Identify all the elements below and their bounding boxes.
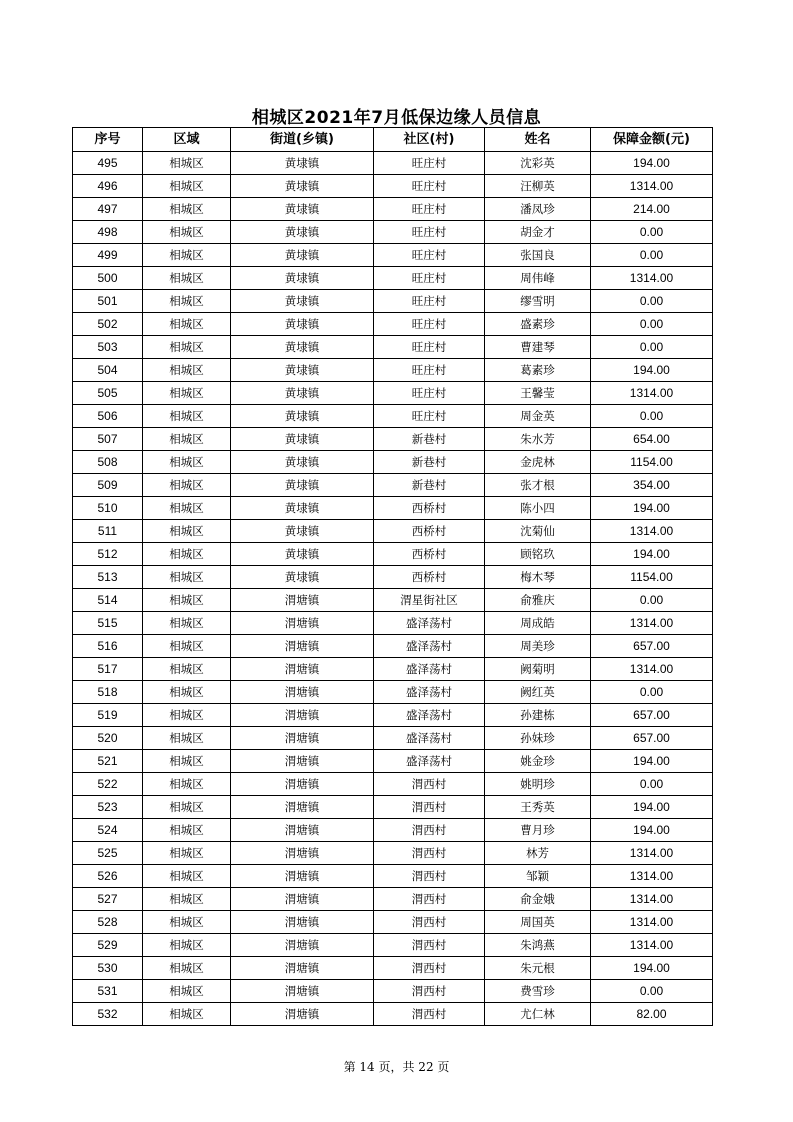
cell-community: 渭西村 — [374, 980, 485, 1003]
cell-seq: 500 — [73, 267, 143, 290]
cell-community: 旺庄村 — [374, 290, 485, 313]
cell-amount: 1314.00 — [591, 175, 713, 198]
cell-region: 相城区 — [143, 635, 231, 658]
cell-street: 黄埭镇 — [231, 520, 374, 543]
cell-community: 渭西村 — [374, 957, 485, 980]
cell-community: 渭西村 — [374, 888, 485, 911]
cell-region: 相城区 — [143, 566, 231, 589]
table-row — [73, 1003, 713, 1026]
cell-region: 相城区 — [143, 244, 231, 267]
cell-region: 相城区 — [143, 1003, 231, 1026]
cell-seq: 505 — [73, 382, 143, 405]
cell-name: 孙建栋 — [485, 704, 591, 727]
cell-seq: 520 — [73, 727, 143, 750]
cell-community: 西桥村 — [374, 543, 485, 566]
table-row — [73, 842, 713, 865]
cell-amount: 1314.00 — [591, 865, 713, 888]
cell-region: 相城区 — [143, 957, 231, 980]
cell-community: 西桥村 — [374, 497, 485, 520]
table-row — [73, 635, 713, 658]
cell-community: 西桥村 — [374, 566, 485, 589]
cell-community: 旺庄村 — [374, 198, 485, 221]
table-row — [73, 221, 713, 244]
cell-region: 相城区 — [143, 520, 231, 543]
cell-amount: 1314.00 — [591, 520, 713, 543]
cell-community: 盛泽荡村 — [374, 612, 485, 635]
cell-region: 相城区 — [143, 382, 231, 405]
cell-name: 林芳 — [485, 842, 591, 865]
table-row — [73, 796, 713, 819]
cell-seq: 511 — [73, 520, 143, 543]
table-row — [73, 865, 713, 888]
cell-name: 朱元根 — [485, 957, 591, 980]
cell-region: 相城区 — [143, 359, 231, 382]
cell-amount: 654.00 — [591, 428, 713, 451]
cell-street: 黄埭镇 — [231, 336, 374, 359]
cell-region: 相城区 — [143, 451, 231, 474]
cell-region: 相城区 — [143, 175, 231, 198]
table-row — [73, 543, 713, 566]
table-row — [73, 773, 713, 796]
cell-amount: 214.00 — [591, 198, 713, 221]
cell-region: 相城区 — [143, 750, 231, 773]
cell-name: 张国良 — [485, 244, 591, 267]
cell-community: 旺庄村 — [374, 382, 485, 405]
cell-region: 相城区 — [143, 267, 231, 290]
cell-community: 渭西村 — [374, 842, 485, 865]
cell-region: 相城区 — [143, 819, 231, 842]
cell-street: 黄埭镇 — [231, 175, 374, 198]
cell-name: 汪柳英 — [485, 175, 591, 198]
header-name: 姓名 — [485, 128, 591, 152]
cell-community: 盛泽荡村 — [374, 750, 485, 773]
cell-amount: 194.00 — [591, 796, 713, 819]
cell-name: 沈菊仙 — [485, 520, 591, 543]
cell-street: 渭塘镇 — [231, 796, 374, 819]
cell-street: 渭塘镇 — [231, 911, 374, 934]
header-community: 社区(村) — [374, 128, 485, 152]
cell-region: 相城区 — [143, 405, 231, 428]
cell-street: 渭塘镇 — [231, 980, 374, 1003]
header-seq: 序号 — [73, 128, 143, 152]
table-row — [73, 152, 713, 175]
cell-amount: 1314.00 — [591, 267, 713, 290]
cell-amount: 0.00 — [591, 681, 713, 704]
cell-seq: 529 — [73, 934, 143, 957]
cell-name: 朱水芳 — [485, 428, 591, 451]
cell-name: 王馨莹 — [485, 382, 591, 405]
cell-community: 渭西村 — [374, 934, 485, 957]
cell-seq: 495 — [73, 152, 143, 175]
cell-seq: 514 — [73, 589, 143, 612]
cell-street: 渭塘镇 — [231, 1003, 374, 1026]
cell-street: 渭塘镇 — [231, 750, 374, 773]
cell-name: 张才根 — [485, 474, 591, 497]
cell-community: 西桥村 — [374, 520, 485, 543]
cell-community: 新巷村 — [374, 428, 485, 451]
table-row — [73, 750, 713, 773]
cell-name: 周金英 — [485, 405, 591, 428]
cell-region: 相城区 — [143, 474, 231, 497]
cell-street: 黄埭镇 — [231, 359, 374, 382]
cell-name: 葛素珍 — [485, 359, 591, 382]
table-row — [73, 819, 713, 842]
cell-region: 相城区 — [143, 681, 231, 704]
cell-name: 邹颖 — [485, 865, 591, 888]
cell-name: 周成皓 — [485, 612, 591, 635]
table-row — [73, 290, 713, 313]
cell-seq: 527 — [73, 888, 143, 911]
cell-seq: 497 — [73, 198, 143, 221]
cell-amount: 0.00 — [591, 244, 713, 267]
cell-amount: 657.00 — [591, 635, 713, 658]
cell-street: 渭塘镇 — [231, 635, 374, 658]
cell-region: 相城区 — [143, 796, 231, 819]
data-table — [72, 127, 713, 1026]
cell-amount: 194.00 — [591, 819, 713, 842]
cell-seq: 513 — [73, 566, 143, 589]
cell-region: 相城区 — [143, 911, 231, 934]
cell-name: 姚明珍 — [485, 773, 591, 796]
cell-street: 黄埭镇 — [231, 313, 374, 336]
cell-region: 相城区 — [143, 934, 231, 957]
cell-street: 渭塘镇 — [231, 842, 374, 865]
cell-community: 新巷村 — [374, 451, 485, 474]
cell-seq: 498 — [73, 221, 143, 244]
table-row — [73, 980, 713, 1003]
cell-amount: 354.00 — [591, 474, 713, 497]
cell-seq: 532 — [73, 1003, 143, 1026]
cell-street: 渭塘镇 — [231, 727, 374, 750]
cell-seq: 502 — [73, 313, 143, 336]
cell-name: 孙妹珍 — [485, 727, 591, 750]
cell-seq: 516 — [73, 635, 143, 658]
cell-seq: 528 — [73, 911, 143, 934]
cell-seq: 507 — [73, 428, 143, 451]
cell-seq: 523 — [73, 796, 143, 819]
cell-amount: 1314.00 — [591, 658, 713, 681]
cell-amount: 0.00 — [591, 773, 713, 796]
cell-name: 盛素珍 — [485, 313, 591, 336]
cell-street: 渭塘镇 — [231, 865, 374, 888]
cell-region: 相城区 — [143, 888, 231, 911]
cell-name: 阙红英 — [485, 681, 591, 704]
cell-name: 梅木琴 — [485, 566, 591, 589]
header-street: 街道(乡镇) — [231, 128, 374, 152]
table-row — [73, 612, 713, 635]
cell-amount: 1314.00 — [591, 382, 713, 405]
table-row — [73, 497, 713, 520]
cell-name: 胡金才 — [485, 221, 591, 244]
cell-region: 相城区 — [143, 497, 231, 520]
table-row — [73, 888, 713, 911]
cell-street: 渭塘镇 — [231, 819, 374, 842]
cell-amount: 1154.00 — [591, 566, 713, 589]
cell-seq: 522 — [73, 773, 143, 796]
cell-seq: 530 — [73, 957, 143, 980]
page-footer: 第 14 页，共 22 页 — [343, 1060, 450, 1074]
table-row — [73, 405, 713, 428]
cell-region: 相城区 — [143, 658, 231, 681]
cell-amount: 194.00 — [591, 152, 713, 175]
cell-street: 黄埭镇 — [231, 566, 374, 589]
table-row — [73, 198, 713, 221]
cell-amount: 1314.00 — [591, 842, 713, 865]
cell-name: 沈彩英 — [485, 152, 591, 175]
cell-street: 黄埭镇 — [231, 474, 374, 497]
table-row — [73, 911, 713, 934]
cell-region: 相城区 — [143, 290, 231, 313]
cell-community: 旺庄村 — [374, 267, 485, 290]
cell-street: 黄埭镇 — [231, 152, 374, 175]
cell-amount: 1314.00 — [591, 612, 713, 635]
table-row — [73, 313, 713, 336]
cell-region: 相城区 — [143, 842, 231, 865]
cell-name: 曹月珍 — [485, 819, 591, 842]
cell-name: 金虎林 — [485, 451, 591, 474]
cell-amount: 194.00 — [591, 750, 713, 773]
cell-seq: 518 — [73, 681, 143, 704]
cell-community: 旺庄村 — [374, 221, 485, 244]
cell-street: 渭塘镇 — [231, 957, 374, 980]
cell-name: 俞金娥 — [485, 888, 591, 911]
cell-community: 渭西村 — [374, 819, 485, 842]
cell-amount: 0.00 — [591, 336, 713, 359]
cell-amount: 657.00 — [591, 727, 713, 750]
table-row — [73, 428, 713, 451]
cell-seq: 496 — [73, 175, 143, 198]
cell-community: 渭西村 — [374, 796, 485, 819]
cell-amount: 194.00 — [591, 497, 713, 520]
table-row — [73, 957, 713, 980]
cell-region: 相城区 — [143, 773, 231, 796]
cell-amount: 1314.00 — [591, 888, 713, 911]
table-row — [73, 704, 713, 727]
cell-community: 盛泽荡村 — [374, 658, 485, 681]
cell-street: 黄埭镇 — [231, 451, 374, 474]
cell-street: 渭塘镇 — [231, 934, 374, 957]
cell-street: 渭塘镇 — [231, 704, 374, 727]
cell-street: 黄埭镇 — [231, 244, 374, 267]
cell-name: 俞雅庆 — [485, 589, 591, 612]
cell-community: 渭西村 — [374, 865, 485, 888]
cell-amount: 1314.00 — [591, 911, 713, 934]
cell-community: 旺庄村 — [374, 175, 485, 198]
cell-community: 旺庄村 — [374, 405, 485, 428]
cell-name: 费雪珍 — [485, 980, 591, 1003]
cell-seq: 506 — [73, 405, 143, 428]
cell-community: 渭星街社区 — [374, 589, 485, 612]
cell-community: 旺庄村 — [374, 152, 485, 175]
cell-name: 潘凤珍 — [485, 198, 591, 221]
cell-seq: 508 — [73, 451, 143, 474]
table-row — [73, 359, 713, 382]
cell-street: 黄埭镇 — [231, 428, 374, 451]
header-amount: 保障金额(元) — [591, 128, 713, 152]
cell-amount: 0.00 — [591, 313, 713, 336]
cell-region: 相城区 — [143, 589, 231, 612]
table-row — [73, 382, 713, 405]
cell-seq: 501 — [73, 290, 143, 313]
cell-seq: 510 — [73, 497, 143, 520]
cell-amount: 0.00 — [591, 221, 713, 244]
cell-name: 朱鸿燕 — [485, 934, 591, 957]
table-row — [73, 474, 713, 497]
cell-region: 相城区 — [143, 865, 231, 888]
table-row — [73, 727, 713, 750]
cell-amount: 82.00 — [591, 1003, 713, 1026]
cell-seq: 519 — [73, 704, 143, 727]
cell-seq: 509 — [73, 474, 143, 497]
cell-name: 王秀英 — [485, 796, 591, 819]
cell-street: 渭塘镇 — [231, 681, 374, 704]
cell-street: 渭塘镇 — [231, 773, 374, 796]
cell-seq: 515 — [73, 612, 143, 635]
cell-region: 相城区 — [143, 336, 231, 359]
cell-seq: 499 — [73, 244, 143, 267]
table-row — [73, 175, 713, 198]
table-row — [73, 244, 713, 267]
cell-amount: 0.00 — [591, 405, 713, 428]
cell-street: 渭塘镇 — [231, 589, 374, 612]
cell-street: 黄埭镇 — [231, 290, 374, 313]
cell-community: 新巷村 — [374, 474, 485, 497]
cell-street: 黄埭镇 — [231, 497, 374, 520]
cell-region: 相城区 — [143, 221, 231, 244]
cell-region: 相城区 — [143, 704, 231, 727]
table-header-row — [73, 128, 713, 152]
cell-seq: 531 — [73, 980, 143, 1003]
cell-name: 阙菊明 — [485, 658, 591, 681]
cell-name: 周美珍 — [485, 635, 591, 658]
cell-name: 周伟峰 — [485, 267, 591, 290]
cell-community: 旺庄村 — [374, 336, 485, 359]
cell-region: 相城区 — [143, 543, 231, 566]
table-row — [73, 520, 713, 543]
cell-amount: 194.00 — [591, 957, 713, 980]
cell-seq: 526 — [73, 865, 143, 888]
cell-region: 相城区 — [143, 313, 231, 336]
table-body — [73, 152, 713, 1026]
cell-street: 黄埭镇 — [231, 198, 374, 221]
cell-street: 渭塘镇 — [231, 658, 374, 681]
cell-amount: 0.00 — [591, 589, 713, 612]
cell-region: 相城区 — [143, 428, 231, 451]
cell-community: 渭西村 — [374, 911, 485, 934]
cell-name: 缪雪明 — [485, 290, 591, 313]
cell-community: 盛泽荡村 — [374, 727, 485, 750]
cell-seq: 504 — [73, 359, 143, 382]
cell-name: 陈小四 — [485, 497, 591, 520]
cell-seq: 524 — [73, 819, 143, 842]
cell-name: 周国英 — [485, 911, 591, 934]
table-row — [73, 934, 713, 957]
table-row — [73, 451, 713, 474]
cell-amount: 0.00 — [591, 290, 713, 313]
header-region: 区域 — [143, 128, 231, 152]
cell-region: 相城区 — [143, 727, 231, 750]
cell-community: 旺庄村 — [374, 359, 485, 382]
table-row — [73, 589, 713, 612]
cell-amount: 1314.00 — [591, 934, 713, 957]
cell-community: 渭西村 — [374, 1003, 485, 1026]
cell-seq: 503 — [73, 336, 143, 359]
cell-amount: 194.00 — [591, 543, 713, 566]
cell-street: 黄埭镇 — [231, 267, 374, 290]
cell-community: 渭西村 — [374, 773, 485, 796]
cell-name: 姚金珍 — [485, 750, 591, 773]
cell-seq: 517 — [73, 658, 143, 681]
table-row — [73, 566, 713, 589]
cell-seq: 521 — [73, 750, 143, 773]
cell-community: 旺庄村 — [374, 313, 485, 336]
cell-street: 黄埭镇 — [231, 543, 374, 566]
cell-community: 盛泽荡村 — [374, 704, 485, 727]
cell-community: 盛泽荡村 — [374, 681, 485, 704]
table-row — [73, 267, 713, 290]
cell-region: 相城区 — [143, 980, 231, 1003]
cell-region: 相城区 — [143, 198, 231, 221]
cell-amount: 0.00 — [591, 980, 713, 1003]
cell-region: 相城区 — [143, 152, 231, 175]
cell-street: 渭塘镇 — [231, 612, 374, 635]
table-row — [73, 336, 713, 359]
cell-name: 曹建琴 — [485, 336, 591, 359]
table-row — [73, 658, 713, 681]
cell-amount: 194.00 — [591, 359, 713, 382]
document-title: 相城区2021年7月低保边缘人员信息 — [251, 108, 542, 128]
cell-street: 渭塘镇 — [231, 888, 374, 911]
cell-name: 顾铭玖 — [485, 543, 591, 566]
cell-street: 黄埭镇 — [231, 221, 374, 244]
cell-seq: 512 — [73, 543, 143, 566]
cell-street: 黄埭镇 — [231, 405, 374, 428]
cell-name: 尤仁林 — [485, 1003, 591, 1026]
cell-community: 旺庄村 — [374, 244, 485, 267]
cell-seq: 525 — [73, 842, 143, 865]
cell-amount: 657.00 — [591, 704, 713, 727]
cell-region: 相城区 — [143, 612, 231, 635]
cell-community: 盛泽荡村 — [374, 635, 485, 658]
cell-amount: 1154.00 — [591, 451, 713, 474]
cell-street: 黄埭镇 — [231, 382, 374, 405]
table-row — [73, 681, 713, 704]
